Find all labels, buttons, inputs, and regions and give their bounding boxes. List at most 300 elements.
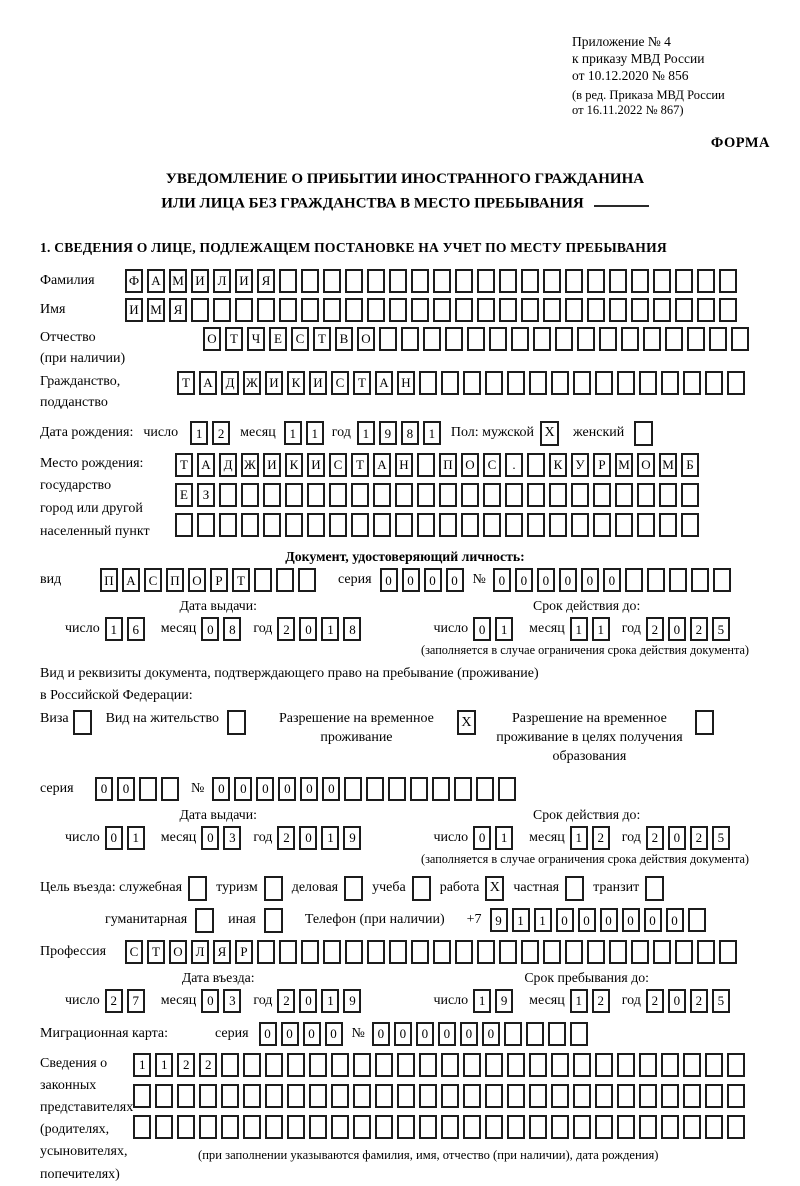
- char-box[interactable]: [615, 483, 633, 507]
- char-box[interactable]: [551, 1084, 569, 1108]
- char-box[interactable]: [389, 940, 407, 964]
- char-box[interactable]: [477, 940, 495, 964]
- char-box[interactable]: [411, 940, 429, 964]
- char-box[interactable]: .: [505, 453, 523, 477]
- char-box[interactable]: [719, 269, 737, 293]
- char-box[interactable]: [653, 269, 671, 293]
- char-box[interactable]: К: [285, 453, 303, 477]
- purpose-work-checkbox[interactable]: X: [485, 876, 504, 901]
- char-box[interactable]: [461, 513, 479, 537]
- char-box[interactable]: [235, 298, 253, 322]
- char-box[interactable]: 0: [281, 1022, 299, 1046]
- char-box[interactable]: [571, 513, 589, 537]
- char-box[interactable]: [243, 1053, 261, 1077]
- char-box[interactable]: [507, 1053, 525, 1077]
- char-box[interactable]: [265, 1084, 283, 1108]
- char-box[interactable]: А: [122, 568, 140, 592]
- char-box[interactable]: [551, 1115, 569, 1139]
- char-box[interactable]: [661, 1053, 679, 1077]
- char-box[interactable]: [683, 1053, 701, 1077]
- char-box[interactable]: 1: [534, 908, 552, 932]
- char-box[interactable]: Т: [175, 453, 193, 477]
- char-box[interactable]: [243, 1084, 261, 1108]
- char-box[interactable]: [463, 1053, 481, 1077]
- char-box[interactable]: [263, 513, 281, 537]
- char-box[interactable]: [555, 327, 573, 351]
- char-box[interactable]: 2: [592, 826, 610, 850]
- char-box[interactable]: М: [615, 453, 633, 477]
- char-box[interactable]: 0: [212, 777, 230, 801]
- char-box[interactable]: [410, 777, 428, 801]
- purpose-business-checkbox[interactable]: [344, 876, 363, 901]
- char-box[interactable]: Я: [213, 940, 231, 964]
- char-box[interactable]: [669, 568, 687, 592]
- char-box[interactable]: [439, 483, 457, 507]
- char-box[interactable]: 0: [416, 1022, 434, 1046]
- char-box[interactable]: [161, 777, 179, 801]
- char-box[interactable]: 0: [402, 568, 420, 592]
- char-box[interactable]: 1: [105, 617, 123, 641]
- char-box[interactable]: 0: [299, 617, 317, 641]
- char-box[interactable]: [221, 1115, 239, 1139]
- char-box[interactable]: 0: [482, 1022, 500, 1046]
- char-box[interactable]: И: [265, 371, 283, 395]
- char-box[interactable]: 1: [512, 908, 530, 932]
- char-box[interactable]: С: [144, 568, 162, 592]
- char-box[interactable]: 0: [515, 568, 533, 592]
- char-box[interactable]: 0: [300, 777, 318, 801]
- char-box[interactable]: Т: [147, 940, 165, 964]
- char-box[interactable]: 0: [278, 777, 296, 801]
- char-box[interactable]: [241, 483, 259, 507]
- char-box[interactable]: [397, 1084, 415, 1108]
- visa-checkbox[interactable]: [73, 710, 92, 735]
- char-box[interactable]: 0: [299, 826, 317, 850]
- char-box[interactable]: [565, 298, 583, 322]
- char-box[interactable]: 0: [556, 908, 574, 932]
- char-box[interactable]: 1: [495, 826, 513, 850]
- char-box[interactable]: Р: [593, 453, 611, 477]
- char-box[interactable]: [659, 513, 677, 537]
- char-box[interactable]: И: [309, 371, 327, 395]
- char-box[interactable]: С: [331, 371, 349, 395]
- char-box[interactable]: [573, 1053, 591, 1077]
- char-box[interactable]: [617, 1053, 635, 1077]
- char-box[interactable]: [265, 1115, 283, 1139]
- char-box[interactable]: [155, 1084, 173, 1108]
- char-box[interactable]: [499, 298, 517, 322]
- char-box[interactable]: А: [199, 371, 217, 395]
- char-box[interactable]: [631, 298, 649, 322]
- char-box[interactable]: 0: [299, 989, 317, 1013]
- char-box[interactable]: Р: [210, 568, 228, 592]
- char-box[interactable]: [507, 1084, 525, 1108]
- char-box[interactable]: 0: [644, 908, 662, 932]
- char-box[interactable]: [419, 1053, 437, 1077]
- char-box[interactable]: [593, 513, 611, 537]
- char-box[interactable]: [331, 1053, 349, 1077]
- char-box[interactable]: [505, 513, 523, 537]
- char-box[interactable]: [221, 1084, 239, 1108]
- char-box[interactable]: [485, 1084, 503, 1108]
- char-box[interactable]: [263, 483, 281, 507]
- char-box[interactable]: [617, 371, 635, 395]
- char-box[interactable]: [653, 940, 671, 964]
- char-box[interactable]: Д: [219, 453, 237, 477]
- char-box[interactable]: З: [197, 483, 215, 507]
- char-box[interactable]: [139, 777, 157, 801]
- char-box[interactable]: [265, 1053, 283, 1077]
- char-box[interactable]: [595, 1084, 613, 1108]
- char-box[interactable]: [527, 513, 545, 537]
- char-box[interactable]: [595, 1115, 613, 1139]
- char-box[interactable]: 5: [712, 617, 730, 641]
- char-box[interactable]: И: [235, 269, 253, 293]
- char-box[interactable]: 1: [321, 617, 339, 641]
- char-box[interactable]: У: [571, 453, 589, 477]
- char-box[interactable]: [705, 1053, 723, 1077]
- char-box[interactable]: 1: [357, 421, 375, 445]
- char-box[interactable]: [419, 371, 437, 395]
- char-box[interactable]: [366, 777, 384, 801]
- char-box[interactable]: [681, 513, 699, 537]
- char-box[interactable]: [621, 327, 639, 351]
- char-box[interactable]: [433, 269, 451, 293]
- char-box[interactable]: 0: [372, 1022, 390, 1046]
- char-box[interactable]: 0: [303, 1022, 321, 1046]
- char-box[interactable]: [445, 327, 463, 351]
- char-box[interactable]: 0: [325, 1022, 343, 1046]
- char-box[interactable]: 0: [256, 777, 274, 801]
- char-box[interactable]: [661, 1084, 679, 1108]
- char-box[interactable]: [133, 1115, 151, 1139]
- char-box[interactable]: [419, 1115, 437, 1139]
- char-box[interactable]: 0: [322, 777, 340, 801]
- char-box[interactable]: [727, 1084, 745, 1108]
- char-box[interactable]: [599, 327, 617, 351]
- char-box[interactable]: [527, 453, 545, 477]
- char-box[interactable]: [727, 1115, 745, 1139]
- char-box[interactable]: [577, 327, 595, 351]
- char-box[interactable]: [397, 1115, 415, 1139]
- char-box[interactable]: [221, 1053, 239, 1077]
- char-box[interactable]: [543, 298, 561, 322]
- char-box[interactable]: [593, 483, 611, 507]
- char-box[interactable]: [301, 269, 319, 293]
- char-box[interactable]: 0: [473, 617, 491, 641]
- char-box[interactable]: [709, 327, 727, 351]
- char-box[interactable]: 2: [690, 617, 708, 641]
- char-box[interactable]: [441, 1053, 459, 1077]
- char-box[interactable]: [511, 327, 529, 351]
- char-box[interactable]: П: [166, 568, 184, 592]
- char-box[interactable]: [177, 1084, 195, 1108]
- char-box[interactable]: [375, 1084, 393, 1108]
- char-box[interactable]: [411, 269, 429, 293]
- char-box[interactable]: [631, 940, 649, 964]
- char-box[interactable]: [643, 327, 661, 351]
- char-box[interactable]: 1: [592, 617, 610, 641]
- char-box[interactable]: [571, 483, 589, 507]
- char-box[interactable]: [213, 298, 231, 322]
- char-box[interactable]: 0: [259, 1022, 277, 1046]
- char-box[interactable]: 0: [668, 617, 686, 641]
- char-box[interactable]: [609, 298, 627, 322]
- char-box[interactable]: Я: [169, 298, 187, 322]
- char-box[interactable]: [345, 940, 363, 964]
- char-box[interactable]: 2: [277, 826, 295, 850]
- char-box[interactable]: [417, 453, 435, 477]
- char-box[interactable]: [345, 298, 363, 322]
- char-box[interactable]: 1: [570, 989, 588, 1013]
- char-box[interactable]: [329, 483, 347, 507]
- char-box[interactable]: 2: [105, 989, 123, 1013]
- char-box[interactable]: [713, 568, 731, 592]
- char-box[interactable]: [483, 513, 501, 537]
- char-box[interactable]: 2: [690, 826, 708, 850]
- char-box[interactable]: [505, 483, 523, 507]
- char-box[interactable]: [529, 1084, 547, 1108]
- char-box[interactable]: [551, 1053, 569, 1077]
- char-box[interactable]: [389, 298, 407, 322]
- char-box[interactable]: [367, 940, 385, 964]
- char-box[interactable]: [367, 269, 385, 293]
- char-box[interactable]: [504, 1022, 522, 1046]
- char-box[interactable]: [507, 371, 525, 395]
- char-box[interactable]: А: [147, 269, 165, 293]
- purpose-official-checkbox[interactable]: [188, 876, 207, 901]
- char-box[interactable]: [573, 371, 591, 395]
- char-box[interactable]: 0: [117, 777, 135, 801]
- char-box[interactable]: [639, 371, 657, 395]
- char-box[interactable]: [595, 371, 613, 395]
- char-box[interactable]: 0: [600, 908, 618, 932]
- char-box[interactable]: [521, 269, 539, 293]
- char-box[interactable]: М: [659, 453, 677, 477]
- char-box[interactable]: [661, 1115, 679, 1139]
- char-box[interactable]: 0: [603, 568, 621, 592]
- char-box[interactable]: И: [263, 453, 281, 477]
- char-box[interactable]: [441, 1084, 459, 1108]
- char-box[interactable]: [529, 1115, 547, 1139]
- char-box[interactable]: [705, 1115, 723, 1139]
- char-box[interactable]: [388, 777, 406, 801]
- char-box[interactable]: [454, 777, 472, 801]
- sex-male-checkbox[interactable]: X: [540, 421, 559, 446]
- char-box[interactable]: [595, 1053, 613, 1077]
- char-box[interactable]: [675, 269, 693, 293]
- char-box[interactable]: О: [357, 327, 375, 351]
- char-box[interactable]: 0: [493, 568, 511, 592]
- char-box[interactable]: [625, 568, 643, 592]
- char-box[interactable]: 1: [570, 826, 588, 850]
- char-box[interactable]: 0: [622, 908, 640, 932]
- char-box[interactable]: 2: [277, 989, 295, 1013]
- char-box[interactable]: [653, 298, 671, 322]
- char-box[interactable]: [329, 513, 347, 537]
- char-box[interactable]: М: [147, 298, 165, 322]
- char-box[interactable]: Б: [681, 453, 699, 477]
- char-box[interactable]: [455, 940, 473, 964]
- char-box[interactable]: О: [203, 327, 221, 351]
- char-box[interactable]: 9: [495, 989, 513, 1013]
- char-box[interactable]: [639, 1053, 657, 1077]
- char-box[interactable]: С: [291, 327, 309, 351]
- char-box[interactable]: [219, 513, 237, 537]
- char-box[interactable]: [323, 298, 341, 322]
- char-box[interactable]: [441, 371, 459, 395]
- char-box[interactable]: Н: [397, 371, 415, 395]
- char-box[interactable]: [637, 513, 655, 537]
- char-box[interactable]: 2: [646, 617, 664, 641]
- char-box[interactable]: [298, 568, 316, 592]
- residence-permit-checkbox[interactable]: [227, 710, 246, 735]
- char-box[interactable]: П: [100, 568, 118, 592]
- char-box[interactable]: 0: [578, 908, 596, 932]
- char-box[interactable]: Е: [269, 327, 287, 351]
- char-box[interactable]: [615, 513, 633, 537]
- char-box[interactable]: [197, 513, 215, 537]
- char-box[interactable]: [243, 1115, 261, 1139]
- char-box[interactable]: [705, 1084, 723, 1108]
- char-box[interactable]: [573, 1115, 591, 1139]
- char-box[interactable]: Т: [177, 371, 195, 395]
- char-box[interactable]: [433, 298, 451, 322]
- char-box[interactable]: 0: [95, 777, 113, 801]
- char-box[interactable]: [681, 483, 699, 507]
- char-box[interactable]: [499, 940, 517, 964]
- char-box[interactable]: 0: [473, 826, 491, 850]
- char-box[interactable]: [587, 298, 605, 322]
- char-box[interactable]: [401, 327, 419, 351]
- char-box[interactable]: [423, 327, 441, 351]
- char-box[interactable]: 0: [105, 826, 123, 850]
- char-box[interactable]: А: [197, 453, 215, 477]
- char-box[interactable]: [476, 777, 494, 801]
- char-box[interactable]: 0: [581, 568, 599, 592]
- char-box[interactable]: 2: [199, 1053, 217, 1077]
- char-box[interactable]: [477, 298, 495, 322]
- char-box[interactable]: 0: [424, 568, 442, 592]
- char-box[interactable]: [276, 568, 294, 592]
- char-box[interactable]: [573, 1084, 591, 1108]
- char-box[interactable]: С: [329, 453, 347, 477]
- char-box[interactable]: С: [125, 940, 143, 964]
- char-box[interactable]: [675, 298, 693, 322]
- char-box[interactable]: [485, 1053, 503, 1077]
- char-box[interactable]: [285, 513, 303, 537]
- char-box[interactable]: 8: [401, 421, 419, 445]
- char-box[interactable]: [199, 1084, 217, 1108]
- char-box[interactable]: [527, 483, 545, 507]
- char-box[interactable]: [373, 483, 391, 507]
- char-box[interactable]: 0: [201, 989, 219, 1013]
- char-box[interactable]: И: [125, 298, 143, 322]
- char-box[interactable]: [489, 327, 507, 351]
- char-box[interactable]: 8: [223, 617, 241, 641]
- char-box[interactable]: 1: [321, 989, 339, 1013]
- char-box[interactable]: [463, 1084, 481, 1108]
- char-box[interactable]: [631, 269, 649, 293]
- char-box[interactable]: [587, 940, 605, 964]
- char-box[interactable]: [683, 1115, 701, 1139]
- char-box[interactable]: 1: [284, 421, 302, 445]
- char-box[interactable]: И: [307, 453, 325, 477]
- char-box[interactable]: 1: [127, 826, 145, 850]
- char-box[interactable]: 5: [712, 826, 730, 850]
- char-box[interactable]: [199, 1115, 217, 1139]
- char-box[interactable]: Л: [191, 940, 209, 964]
- char-box[interactable]: [675, 940, 693, 964]
- char-box[interactable]: 1: [423, 421, 441, 445]
- char-box[interactable]: 0: [446, 568, 464, 592]
- char-box[interactable]: Т: [351, 453, 369, 477]
- char-box[interactable]: [731, 327, 749, 351]
- char-box[interactable]: 1: [570, 617, 588, 641]
- char-box[interactable]: И: [191, 269, 209, 293]
- char-box[interactable]: [287, 1084, 305, 1108]
- char-box[interactable]: [455, 269, 473, 293]
- char-box[interactable]: Т: [353, 371, 371, 395]
- char-box[interactable]: [697, 298, 715, 322]
- char-box[interactable]: [565, 269, 583, 293]
- char-box[interactable]: М: [169, 269, 187, 293]
- char-box[interactable]: О: [188, 568, 206, 592]
- char-box[interactable]: [461, 483, 479, 507]
- char-box[interactable]: [175, 513, 193, 537]
- char-box[interactable]: Я: [257, 269, 275, 293]
- char-box[interactable]: 0: [201, 617, 219, 641]
- char-box[interactable]: [587, 269, 605, 293]
- char-box[interactable]: [529, 371, 547, 395]
- char-box[interactable]: [419, 1084, 437, 1108]
- char-box[interactable]: [279, 298, 297, 322]
- char-box[interactable]: [498, 777, 516, 801]
- char-box[interactable]: Н: [395, 453, 413, 477]
- char-box[interactable]: 1: [321, 826, 339, 850]
- char-box[interactable]: 1: [473, 989, 491, 1013]
- char-box[interactable]: [323, 269, 341, 293]
- char-box[interactable]: [287, 1053, 305, 1077]
- char-box[interactable]: [301, 298, 319, 322]
- char-box[interactable]: [279, 269, 297, 293]
- char-box[interactable]: О: [169, 940, 187, 964]
- char-box[interactable]: К: [549, 453, 567, 477]
- char-box[interactable]: 3: [223, 989, 241, 1013]
- char-box[interactable]: [177, 1115, 195, 1139]
- char-box[interactable]: О: [461, 453, 479, 477]
- char-box[interactable]: [697, 269, 715, 293]
- sex-female-checkbox[interactable]: [634, 421, 653, 446]
- char-box[interactable]: [617, 1084, 635, 1108]
- char-box[interactable]: [548, 1022, 566, 1046]
- char-box[interactable]: 1: [155, 1053, 173, 1077]
- char-box[interactable]: 1: [190, 421, 208, 445]
- char-box[interactable]: [417, 483, 435, 507]
- char-box[interactable]: [285, 483, 303, 507]
- char-box[interactable]: 2: [592, 989, 610, 1013]
- char-box[interactable]: [375, 1053, 393, 1077]
- char-box[interactable]: Т: [225, 327, 243, 351]
- char-box[interactable]: 0: [394, 1022, 412, 1046]
- char-box[interactable]: [485, 371, 503, 395]
- char-box[interactable]: 1: [133, 1053, 151, 1077]
- char-box[interactable]: [639, 1115, 657, 1139]
- char-box[interactable]: 0: [666, 908, 684, 932]
- char-box[interactable]: [688, 908, 706, 932]
- char-box[interactable]: Т: [313, 327, 331, 351]
- char-box[interactable]: [499, 269, 517, 293]
